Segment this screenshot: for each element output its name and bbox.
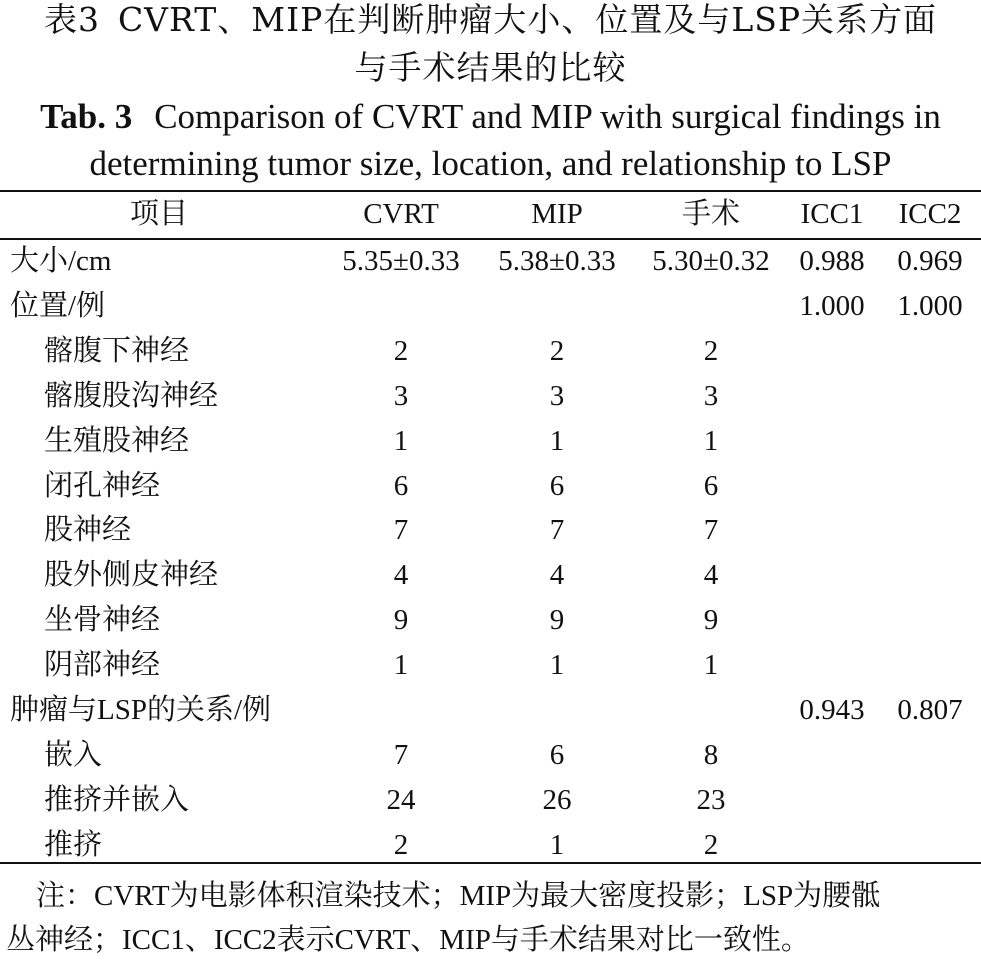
cell-surgery: 2 xyxy=(703,829,719,861)
cell-mip: 3 xyxy=(549,380,565,412)
cell-surgery: 1 xyxy=(703,649,719,681)
row-label: 大小/cm xyxy=(10,245,112,277)
english-title-line-2: determining tumor size, location, and relationship to LSP xyxy=(89,144,892,183)
cell-surgery: 3 xyxy=(703,380,719,412)
table-top-rule xyxy=(0,190,981,192)
cell-surgery: 5.30±0.32 xyxy=(652,245,770,277)
cell-mip: 2 xyxy=(549,335,565,367)
cell-cvrt: 7 xyxy=(393,739,409,771)
row-label: 推挤 xyxy=(44,829,103,861)
header-cvrt: CVRT xyxy=(363,198,439,230)
cell-cvrt: 1 xyxy=(393,425,409,457)
cell-surgery: 23 xyxy=(696,784,726,816)
cell-mip: 7 xyxy=(549,514,565,546)
row-label: 股外侧皮神经 xyxy=(44,559,219,591)
row-label: 股神经 xyxy=(44,514,132,546)
cell-surgery: 7 xyxy=(703,514,719,546)
cell-mip: 6 xyxy=(549,470,565,502)
cell-surgery: 1 xyxy=(703,425,719,457)
cell-icc1: 0.943 xyxy=(799,694,865,726)
english-title-line-1 xyxy=(0,97,981,137)
cell-cvrt: 3 xyxy=(393,380,409,412)
table-note-line-1: 注：CVRT为电影体积渲染技术；MIP为最大密度投影；LSP为腰骶 xyxy=(36,880,881,912)
header-icc1: ICC1 xyxy=(800,198,864,230)
cell-icc1: 1.000 xyxy=(799,290,865,322)
row-label: 肿瘤与LSP的关系/例 xyxy=(10,694,272,726)
cell-surgery: 2 xyxy=(703,335,719,367)
cell-icc2: 0.969 xyxy=(897,245,963,277)
chinese-title-line-2: 与手术结果的比较 xyxy=(354,48,627,87)
row-label: 位置/例 xyxy=(10,290,106,322)
header-mip: MIP xyxy=(531,198,583,230)
row-label: 髂腹下神经 xyxy=(44,335,190,367)
cell-mip: 9 xyxy=(549,604,565,636)
table-header-rule xyxy=(0,238,981,240)
cell-mip: 1 xyxy=(549,649,565,681)
cell-surgery: 4 xyxy=(703,559,719,591)
cell-mip: 4 xyxy=(549,559,565,591)
cell-cvrt: 4 xyxy=(393,559,409,591)
cell-cvrt: 24 xyxy=(386,784,416,816)
cell-surgery: 8 xyxy=(703,739,719,771)
cell-surgery: 6 xyxy=(703,470,719,502)
row-label: 嵌入 xyxy=(44,739,103,771)
cell-cvrt: 6 xyxy=(393,470,409,502)
cell-mip: 1 xyxy=(549,829,565,861)
chinese-title-line-1 xyxy=(0,0,981,40)
cell-cvrt: 9 xyxy=(393,604,409,636)
chinese-table-label: 表3 xyxy=(43,0,100,39)
row-label: 推挤并嵌入 xyxy=(44,784,190,816)
cell-cvrt: 2 xyxy=(393,829,409,861)
cell-surgery: 9 xyxy=(703,604,719,636)
cell-mip: 6 xyxy=(549,739,565,771)
row-label: 生殖股神经 xyxy=(44,425,190,457)
row-label: 髂腹股沟神经 xyxy=(44,380,219,412)
header-surgery: 手术 xyxy=(681,198,740,230)
cell-icc2: 1.000 xyxy=(897,290,963,322)
chinese-title-text: CVRT、MIP在判断肿瘤大小、位置及与LSP关系方面 xyxy=(117,0,938,39)
cell-cvrt: 1 xyxy=(393,649,409,681)
cell-mip: 26 xyxy=(542,784,572,816)
cell-cvrt: 2 xyxy=(393,335,409,367)
cell-mip: 1 xyxy=(549,425,565,457)
header-item: 项目 xyxy=(129,198,188,230)
row-label: 坐骨神经 xyxy=(44,604,161,636)
english-table-label: Tab. 3 xyxy=(40,97,133,136)
table-bottom-rule xyxy=(0,862,981,864)
header-icc2: ICC2 xyxy=(898,198,962,230)
cell-icc2: 0.807 xyxy=(897,694,963,726)
cell-cvrt: 5.35±0.33 xyxy=(342,245,460,277)
cell-mip: 5.38±0.33 xyxy=(498,245,616,277)
cell-icc1: 0.988 xyxy=(799,245,865,277)
cell-cvrt: 7 xyxy=(393,514,409,546)
row-label: 闭孔神经 xyxy=(44,470,161,502)
english-title-text: Comparison of CVRT and MIP with surgical findings in xyxy=(154,97,941,136)
row-label: 阴部神经 xyxy=(44,649,161,681)
table-note-line-2: 丛神经；ICC1、ICC2表示CVRT、MIP与手术结果对比一致性。 xyxy=(6,924,810,956)
